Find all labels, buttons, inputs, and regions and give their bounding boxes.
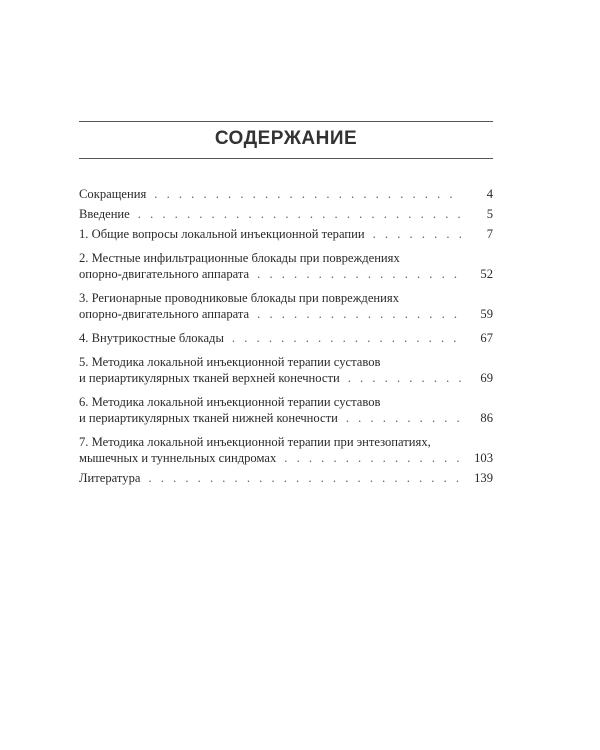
toc-page-number: 139 (474, 471, 493, 485)
toc-entry-title-line-1: 2. Местные инфильтрационные блокады при повреждениях (79, 251, 400, 265)
dot-leader (284, 450, 461, 466)
toc-entry-title: Сокращения (79, 187, 147, 201)
toc-entry-chapter-3[interactable] (79, 290, 493, 322)
toc-entry-title-line-1: 6. Методика локальной инъекционной терапии суставов (79, 395, 381, 409)
toc-page-number: 86 (480, 411, 493, 425)
toc-entry-title-line-2: и периартикулярных тканей верхней конечности (79, 371, 340, 385)
toc-page-number: 52 (480, 267, 493, 281)
toc-entry-chapter-6[interactable] (79, 394, 493, 426)
bottom-rule (79, 158, 493, 159)
toc-entry-title: Введение (79, 207, 130, 221)
toc-entry-title-line-2: и периартикулярных тканей нижней конечности (79, 411, 338, 425)
toc-entry-references[interactable] (79, 470, 493, 486)
toc-entry-abbreviations[interactable] (79, 186, 493, 202)
top-rule (79, 121, 493, 122)
dot-leader (138, 206, 461, 222)
toc-page-number: 103 (474, 451, 493, 465)
dot-leader (148, 470, 461, 486)
toc-entry-title: 4. Внутрикостные блокады (79, 331, 224, 345)
toc-page-number: 69 (480, 371, 493, 385)
toc-entry-title-line-1: 5. Методика локальной инъекционной терапии суставов (79, 355, 381, 369)
table-of-contents (79, 186, 493, 486)
dot-leader (257, 306, 461, 322)
toc-entry-chapter-4[interactable] (79, 330, 493, 346)
toc-entry-chapter-5[interactable] (79, 354, 493, 386)
toc-entry-title: 1. Общие вопросы локальной инъекционной терапии (79, 227, 365, 241)
toc-entry-chapter-1[interactable] (79, 226, 493, 242)
dot-leader (232, 330, 461, 346)
toc-page-number: 5 (486, 207, 493, 221)
dot-leader (348, 370, 461, 386)
toc-entry-title-line-2: опорно-двигательного аппарата (79, 307, 250, 321)
toc-entry-title-line-2: мышечных и туннельных синдромах (79, 451, 277, 465)
dot-leader (154, 186, 461, 202)
toc-entry-chapter-7[interactable] (79, 434, 493, 466)
toc-page-number: 59 (480, 307, 493, 321)
toc-entry-title-line-1: 7. Методика локальной инъекционной терапии при энтезопатиях, (79, 435, 431, 449)
toc-page-number: 7 (486, 227, 493, 241)
toc-entry-introduction[interactable] (79, 206, 493, 222)
toc-entry-chapter-2[interactable] (79, 250, 493, 282)
dot-leader (346, 410, 461, 426)
toc-page-number: 4 (486, 187, 493, 201)
toc-entry-title: Литература (79, 471, 141, 485)
toc-entry-title-line-2: опорно-двигательного аппарата (79, 267, 250, 281)
toc-page-number: 67 (480, 331, 493, 345)
toc-entry-title-line-1: 3. Регионарные проводниковые блокады при повреждениях (79, 291, 399, 305)
dot-leader (257, 266, 461, 282)
page-title: СОДЕРЖАНИЕ (214, 128, 358, 149)
dot-leader (373, 226, 461, 242)
